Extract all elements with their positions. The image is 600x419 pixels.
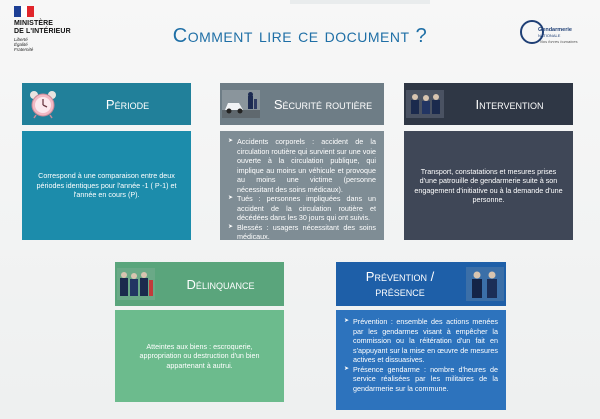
securite-definitions [228, 137, 376, 242]
list-item: ➤ Présence gendarme : nombre d'heures de service réalisées par les militaires de la gendarmerie sur la commune. [344, 365, 498, 394]
intervention-card-header [404, 83, 573, 125]
list-item: ➤ Tués : personnes impliquées dans un accident de la circulation routière et décédées dans les 30 jours qui ont suivis. [228, 194, 376, 223]
delinquance-card-body [115, 310, 284, 402]
gendarme-presence-icon [464, 262, 506, 306]
french-flag-icon [14, 6, 34, 17]
road-accident-icon [220, 83, 262, 125]
list-item: ➤ Blessés : usagers nécessitant des soins médicaux. [228, 223, 376, 242]
page-title: Comment lire ce document ? [172, 25, 428, 47]
ministry-motto: Liberté Égalité Fraternité [14, 37, 34, 52]
prevention-definitions [344, 317, 498, 393]
ministry-line2: DE L'INTÉRIEUR [14, 28, 71, 35]
gendarmes-group-icon [115, 262, 157, 306]
delinquance-title: Délinquance [186, 276, 255, 292]
intervention-card-body [404, 131, 573, 240]
securite-title: Sécurité routière [273, 96, 373, 112]
periode-card-header [22, 83, 191, 125]
periode-description: Correspond à une comparaison entre deux périodes identiques pour l'année -1 ( P-1) et l'année en cours (P). [36, 171, 177, 200]
list-item: ➤ Prévention : ensemble des actions menées par les gendarmes visant à empêcher la commission ou la réitération d'un fait en s'appuyant sur la mise en œuvre de mesures actives et dissuasives. [344, 317, 498, 365]
intervention-title: Intervention [475, 96, 544, 112]
alarm-clock-icon [22, 83, 64, 125]
securite-card-header [220, 83, 384, 125]
ministry-line1: MINISTÈRE [14, 20, 54, 27]
delinquance-description: Atteintes aux biens : escroquerie, appropriation ou destruction d'un bien appartenant à autrui. [139, 341, 260, 370]
prevention-card-header [336, 262, 506, 306]
intervention-description: Transport, constatations et mesures prises d'une patrouille de gendarmerie suite à son engagement d'initiative ou à la demande d'une personne. [414, 166, 563, 204]
prevention-card-body [336, 310, 506, 410]
gendarmerie-logo: Gendarmerie NATIONALE Nos forces humaines [520, 20, 590, 48]
prevention-title: Prévention / présence [365, 269, 435, 299]
periode-card-body [22, 131, 191, 240]
delinquance-card-header [115, 262, 284, 306]
top-strip [290, 0, 430, 4]
periode-title: Période [105, 96, 150, 112]
list-item: ➤ Accidents corporels : accident de la circulation routière qui survient sur une voie ouverte à la circulation publique, qui implique au moins un véhicule et provoque au moins une victime (personne nécessitant des soins médicaux). [228, 137, 376, 194]
securite-card-body [220, 131, 384, 240]
gendarmes-intervention-icon [404, 83, 446, 125]
